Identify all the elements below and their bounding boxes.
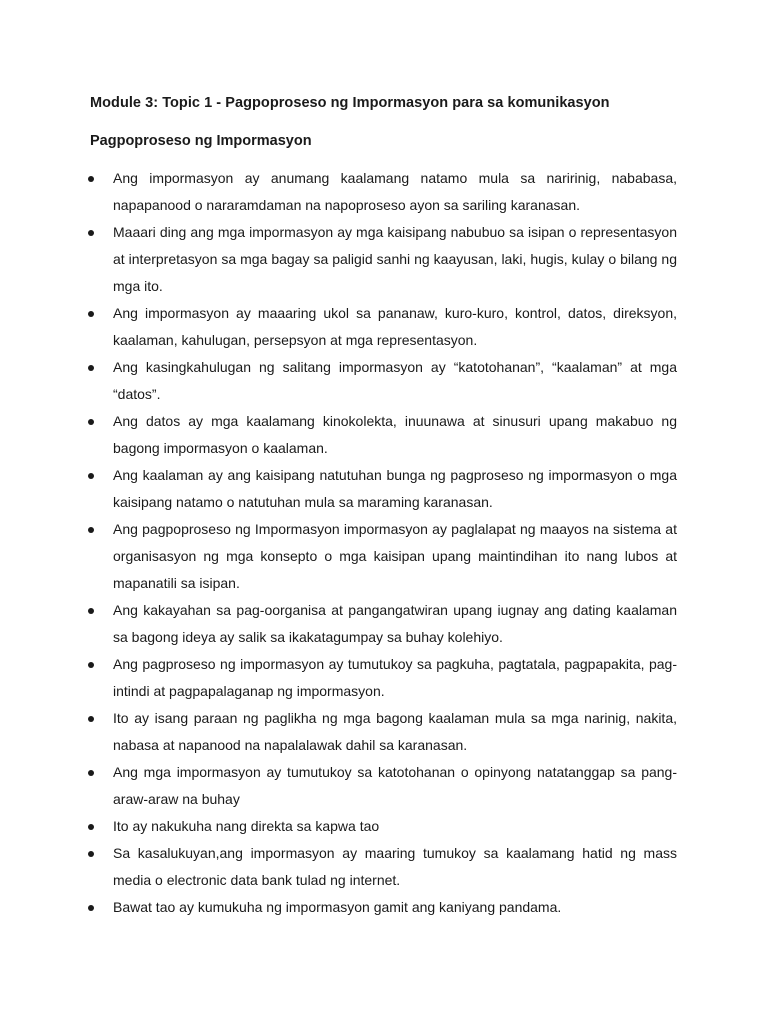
list-item — [88, 597, 677, 651]
bullet-icon — [88, 365, 94, 371]
list-item-text: Ang kaalaman ay ang kaisipang natutuhan bunga ng pagproseso ng impormasyon o mga kaisipang natamo o natutuhan mula sa maraming karanasan. — [113, 467, 677, 510]
bullet-icon — [88, 905, 94, 911]
section-heading: Pagpoproseso ng Impormasyon — [90, 133, 312, 149]
module-title: Module 3: Topic 1 - Pagpoproseso ng Impormasyon para sa komunikasyon — [90, 95, 610, 111]
bullet-icon — [88, 662, 94, 668]
bullet-icon — [88, 716, 94, 722]
bullet-icon — [88, 851, 94, 857]
bullet-icon — [88, 176, 94, 182]
list-item — [88, 462, 677, 516]
bullet-icon — [88, 311, 94, 317]
list-item — [88, 705, 677, 759]
list-item-text: Sa kasalukuyan,ang impormasyon ay maaring tumukoy sa kaalamang hatid ng mass media o electronic data bank tulad ng internet. — [113, 845, 677, 888]
list-item-text: Ang impormasyon ay maaaring ukol sa pananaw, kuro-kuro, kontrol, datos, direksyon, kaalaman, kahulugan, persepsyon at mga representasyon. — [113, 305, 677, 348]
list-item-text: Ang mga impormasyon ay tumutukoy sa katotohanan o opinyong natatanggap sa pang-araw-araw na buhay — [113, 764, 677, 807]
bullet-icon — [88, 473, 94, 479]
list-item-text: Ang pagpoproseso ng Impormasyon impormasyon ay paglalapat ng maayos na sistema at organisasyon ng mga konsepto o mga kaisipan upang maintindihan ito nang lubos at mapanatili sa isipan. — [113, 521, 677, 591]
list-item — [88, 219, 677, 300]
bullet-icon — [88, 824, 94, 830]
list-item — [88, 408, 677, 462]
list-item — [88, 759, 677, 813]
list-item-text: Maaari ding ang mga impormasyon ay mga kaisipang nabubuo sa isipan o representasyon at interpretasyon sa mga bagay sa paligid sanhi ng kaayusan, laki, hugis, kulay o bilang ng mga ito. — [113, 224, 677, 294]
bullet-icon — [88, 527, 94, 533]
list-item-text: Bawat tao ay kumukuha ng impormasyon gamit ang kaniyang pandama. — [113, 899, 562, 915]
list-item-text: Ito ay isang paraan ng paglikha ng mga bagong kaalaman mula sa mga narinig, nakita, nabasa at napanood na napalalawak dahil sa karanasan. — [113, 710, 677, 753]
list-item — [88, 165, 677, 219]
bullet-icon — [88, 608, 94, 614]
list-item — [88, 300, 677, 354]
list-item — [88, 651, 677, 705]
list-item — [88, 354, 677, 408]
list-item-text: Ang pagproseso ng impormasyon ay tumutukoy sa pagkuha, pagtatala, pagpapakita, pag-intindi at pagpapalaganap ng impormasyon. — [113, 656, 677, 699]
list-item — [88, 813, 677, 840]
list-item-text: Ang datos ay mga kaalamang kinokolekta, inuunawa at sinusuri upang makabuo ng bagong impormasyon o kaalaman. — [113, 413, 677, 456]
list-item-text: Ang kakayahan sa pag-oorganisa at pangangatwiran upang iugnay ang dating kaalaman sa bagong ideya ay salik sa ikakatagumpay sa buhay kolehiyo. — [113, 602, 677, 645]
list-item — [88, 516, 677, 597]
list-item-text: Ito ay nakukuha nang direkta sa kapwa tao — [113, 818, 380, 834]
list-item-text: Ang impormasyon ay anumang kaalamang natamo mula sa naririnig, nababasa, napapanood o nararamdaman na napoproseso ayon sa sariling karanasan. — [113, 170, 677, 213]
bullet-icon — [88, 419, 94, 425]
list-item-text: Ang kasingkahulugan ng salitang impormasyon ay “katotohanan”, “kaalaman” at mga “datos”. — [113, 359, 677, 402]
list-item — [88, 894, 677, 921]
bullet-icon — [88, 770, 94, 776]
bullet-list — [88, 165, 677, 921]
list-item — [88, 840, 677, 894]
bullet-icon — [88, 230, 94, 236]
